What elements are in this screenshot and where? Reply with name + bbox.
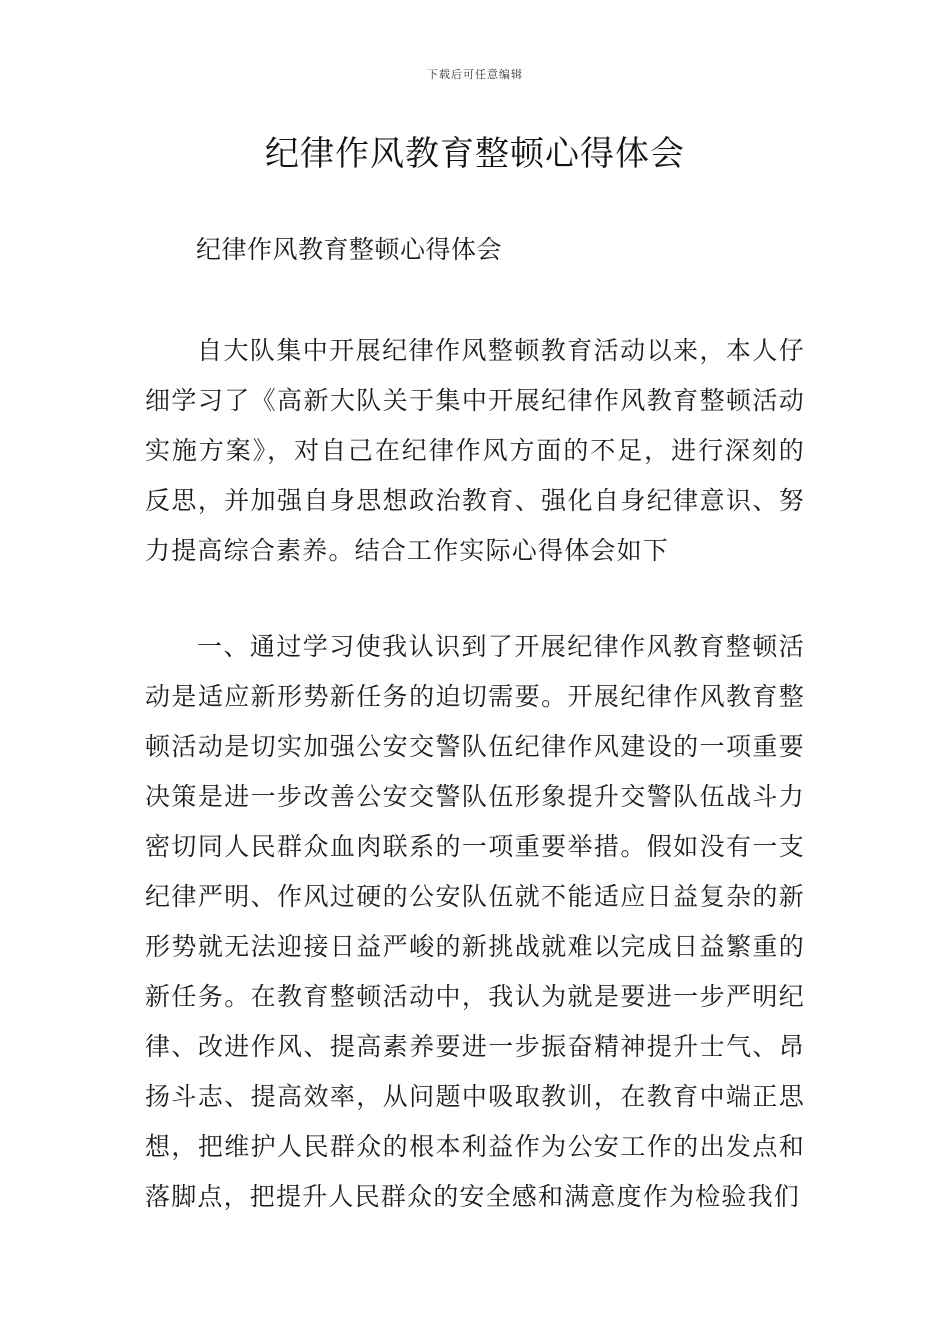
- paragraph: 自大队集中开展纪律作风整顿教育活动以来，本人仔细学习了《高新大队关于集中开展纪律作风教育整顿活动实施方案》，对自己在纪律作风方面的不足，进行深刻的反思，并加强自身思想政治教育、强化自身纪律意识、努力提高综合素养。结合工作实际心得体会如下: [145, 336, 805, 565]
- paragraph: 一、通过学习使我认识到了开展纪律作风教育整顿活动是适应新形势新任务的迫切需要。开展纪律作风教育整顿活动是切实加强公安交警队伍纪律作风建设的一项重要决策是进一步改善公安交警队伍形象提升交警队伍战斗力密切同人民群众血肉联系的一项重要举措。假如没有一支纪律严明、作风过硬的公安队伍就不能适应日益复杂的新形势就无法迎接日益严峻的新挑战就难以完成日益繁重的新任务。在教育整顿活动中，我认为就是要进一步严明纪律、改进作风、提高素养要进一步振奋精神提升士气、昂扬斗志、提高效率，从问题中吸取教训，在教育中端正思想，把维护人民群众的根本利益作为公安工作的出发点和落脚点，把提升人民群众的安全感和满意度作为检验我们: [145, 632, 805, 1211]
- document-title: 纪律作风教育整顿心得体会: [265, 134, 685, 174]
- document-subtitle: 纪律作风教育整顿心得体会: [196, 235, 503, 264]
- header-note: 下载后可任意编辑: [427, 68, 523, 81]
